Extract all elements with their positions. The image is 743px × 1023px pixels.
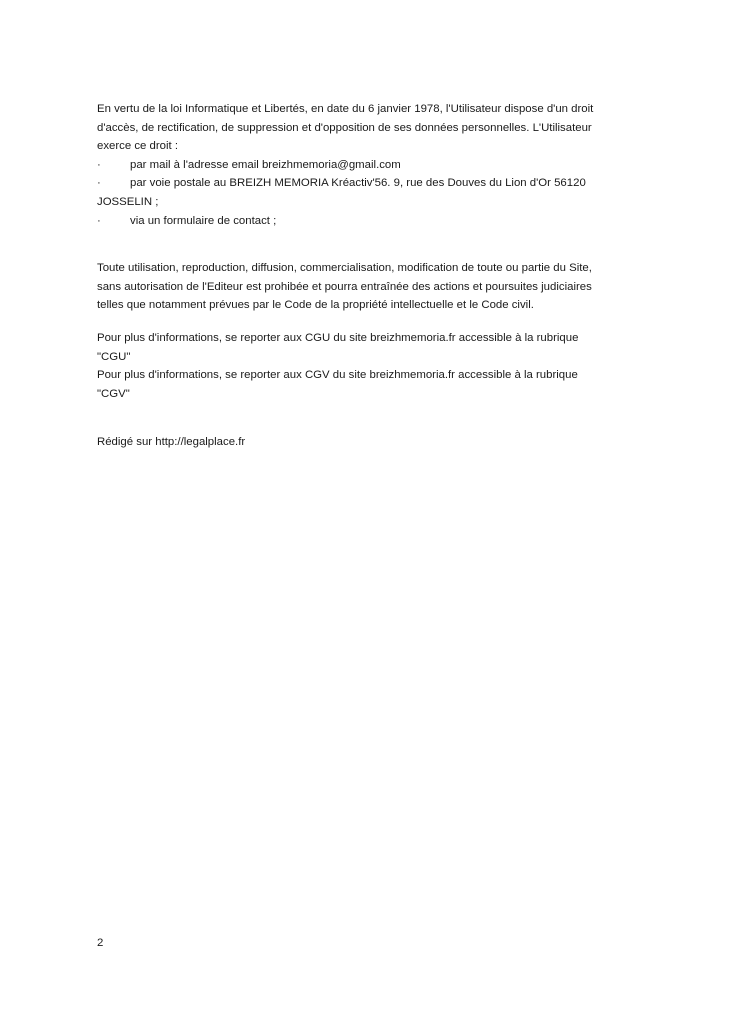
rights-intro-line-3: exerce ce droit :: [97, 140, 179, 153]
info-section: [97, 329, 627, 403]
rights-bullet-contact-form: [97, 212, 627, 231]
usage-section: [97, 259, 627, 315]
rights-intro-line-1: En vertu de la loi Informatique et Libertés, en date du 6 janvier 1978, l'Utilisateur dispose d'un droit: [97, 103, 594, 115]
page-number: 2: [97, 937, 104, 949]
info-cgv-line: Pour plus d'informations, se reporter aux CGV du site breizhmemoria.fr accessible à la rubrique: [97, 369, 578, 382]
usage-line-1: Toute utilisation, reproduction, diffusion, commercialisation, modification de toute ou partie du Site,: [97, 262, 592, 274]
bullet-dot: ·: [97, 214, 101, 227]
usage-line-2: sans autorisation de l'Editeur est prohibée et pourra entraînée des actions et poursuites judiciaires: [97, 280, 592, 293]
info-cgv-label: "CGV": [97, 387, 130, 400]
redige-text: Rédigé sur http://legalplace.fr: [97, 436, 246, 448]
redige-section: [97, 433, 627, 452]
usage-line-3: telles que notamment prévues par le Code de la propriété intellectuelle et le Code civil.: [97, 299, 534, 312]
info-cgu-label: "CGU": [97, 350, 131, 363]
rights-bullet-postal-continuation: JOSSELIN ;: [97, 195, 159, 208]
rights-section: [97, 100, 627, 230]
rights-bullet-email: [97, 156, 627, 175]
rights-bullet-contact-form-text: via un formulaire de contact ;: [130, 214, 277, 227]
rights-bullet-postal: [97, 174, 627, 193]
bullet-dot: ·: [97, 158, 101, 171]
bullet-dot: ·: [97, 177, 101, 190]
info-cgu-line: Pour plus d'informations, se reporter aux CGU du site breizhmemoria.fr accessible à la rubrique: [97, 332, 579, 344]
rights-intro-line-2: d'accès, de rectification, de suppression et d'opposition de ses données personnelles. L'Utilisateur: [97, 121, 592, 134]
rights-bullet-email-text: par mail à l'adresse email breizhmemoria@gmail.com: [130, 158, 401, 171]
rights-bullet-postal-text: par voie postale au BREIZH MEMORIA Kréactiv'56. 9, rue des Douves du Lion d'Or 56120: [130, 177, 586, 190]
